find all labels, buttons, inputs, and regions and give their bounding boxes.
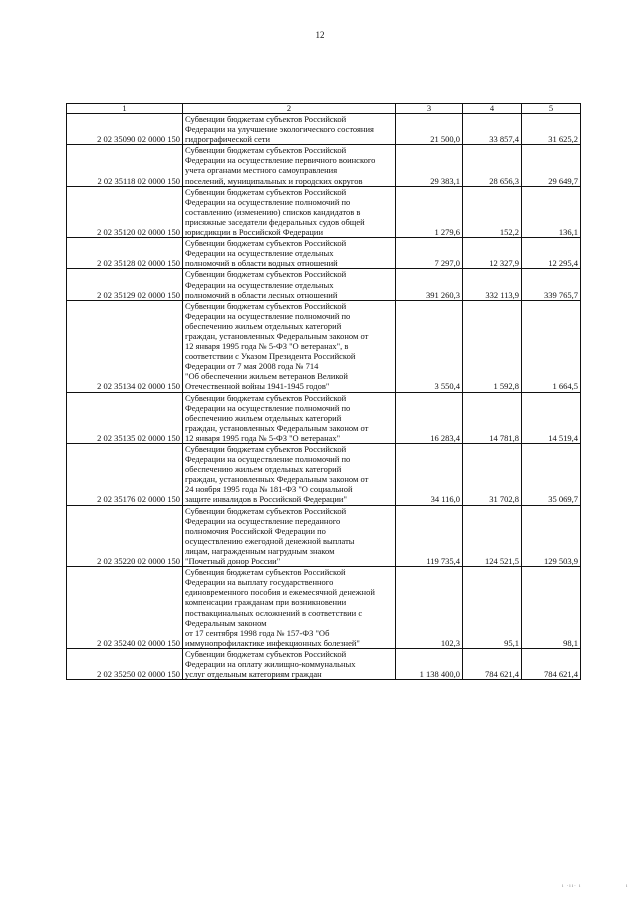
table-row: [67, 145, 581, 186]
description-line: лицам, награжденным нагрудным знаком: [185, 545, 335, 556]
amount-v3: 119 735,4: [396, 505, 463, 567]
description-line: Федерации на осуществление отдельных: [185, 248, 334, 259]
amount-v5: 136,1: [522, 186, 581, 237]
description-line: Субвенции бюджетам субъектов Российской: [185, 444, 347, 454]
budget-code: 2 02 35176 02 0000 150: [67, 444, 183, 506]
table-row: [67, 444, 581, 506]
description-line: Федерации от 7 мая 2008 года № 714: [185, 361, 319, 372]
amount-v3: 1 279,6: [396, 186, 463, 237]
footer-mark-icon: ı ·ıı· ı: [562, 884, 582, 889]
header-col-4: 4: [463, 104, 522, 114]
budget-code: 2 02 35120 02 0000 150: [67, 186, 183, 237]
budget-code: 2 02 35118 02 0000 150: [67, 145, 183, 186]
amount-v4: 124 521,5: [463, 505, 522, 567]
amount-v5: 1 664,5: [522, 300, 581, 392]
header-col-2: 2: [183, 104, 396, 114]
description-line: Федеральным законом: [185, 617, 267, 628]
description-line: Субвенция бюджетам субъектов Российской: [185, 567, 346, 578]
amount-v4: 33 857,4: [463, 114, 522, 145]
description-line: составлению (изменению) списков кандидатов в: [185, 206, 361, 217]
description-line: Отечественной войны 1941-1945 годов": [185, 381, 330, 392]
description-line: Субвенции бюджетам субъектов Российской: [185, 238, 347, 249]
description-line: Субвенции бюджетам субъектов Российской: [185, 505, 347, 516]
subvention-description: [183, 238, 396, 269]
amount-v3: 7 297,0: [396, 238, 463, 269]
description-line: Федерации на осуществление полномочий по: [185, 310, 351, 321]
description-line: иммунопрофилактике инфекционных болезней": [185, 637, 360, 648]
description-line: полномочия Российской Федерации по: [185, 525, 326, 536]
amount-v3: 391 260,3: [396, 269, 463, 300]
description-line: Федерации на выплату государственного: [185, 577, 334, 588]
table-body: [67, 114, 581, 680]
subvention-description: [183, 444, 396, 506]
subvention-description: [183, 114, 396, 145]
description-line: полномочий в области водных отношений: [185, 258, 338, 269]
table-row: [67, 238, 581, 269]
amount-v4: 31 702,8: [463, 444, 522, 506]
description-line: "Об обеспечении жильем ветеранов Великой: [185, 371, 348, 382]
description-line: Федерации на осуществление полномочий по: [185, 402, 351, 413]
description-line: обеспечению жильем отдельных категорий: [185, 320, 342, 331]
amount-v3: 21 500,0: [396, 114, 463, 145]
table-row: [67, 567, 581, 649]
subvention-description: [183, 186, 396, 237]
subvention-description: [183, 300, 396, 392]
budget-code: 2 02 35135 02 0000 150: [67, 392, 183, 443]
budget-table: [66, 103, 581, 680]
description-line: юрисдикции в Российской Федерации: [185, 227, 323, 238]
description-line: Федерации на улучшение экологического состояния: [185, 124, 374, 135]
amount-v4: 12 327,9: [463, 238, 522, 269]
description-line: обеспечению жильем отдельных категорий: [185, 464, 342, 475]
description-line: Федерации на осуществление полномочий по: [185, 196, 351, 207]
amount-v3: 1 138 400,0: [396, 648, 463, 679]
amount-v3: 34 116,0: [396, 444, 463, 506]
amount-v4: 14 781,8: [463, 392, 522, 443]
budget-code: 2 02 35128 02 0000 150: [67, 238, 183, 269]
amount-v4: 95,1: [463, 567, 522, 649]
amount-v5: 31 625,2: [522, 114, 581, 145]
description-line: 12 января 1995 года № 5-ФЗ "О ветеранах": [185, 432, 341, 443]
table-row: [67, 648, 581, 679]
table-row: [67, 505, 581, 567]
description-line: граждан, установленных Федеральным законом от: [185, 330, 369, 341]
subvention-description: [183, 505, 396, 567]
amount-v5: 784 621,4: [522, 648, 581, 679]
subvention-description: [183, 648, 396, 679]
description-line: Субвенции бюджетам субъектов Российской: [185, 392, 347, 403]
amount-v4: 1 592,8: [463, 300, 522, 392]
description-line: от 17 сентября 1998 года № 157-ФЗ "Об: [185, 627, 330, 638]
subvention-description: [183, 269, 396, 300]
subvention-description: [183, 392, 396, 443]
header-col-3: 3: [396, 104, 463, 114]
budget-code: 2 02 35129 02 0000 150: [67, 269, 183, 300]
budget-code: 2 02 35220 02 0000 150: [67, 505, 183, 567]
amount-v5: 129 503,9: [522, 505, 581, 567]
amount-v5: 339 765,7: [522, 269, 581, 300]
description-line: Федерации на оплату жилищно-коммунальных: [185, 658, 356, 669]
amount-v4: 784 621,4: [463, 648, 522, 679]
subvention-description: [183, 145, 396, 186]
description-line: Субвенции бюджетам субъектов Российской: [185, 114, 347, 124]
amount-v5: 98,1: [522, 567, 581, 649]
description-line: поствакцинальных осложнений в соответствии с: [185, 607, 363, 618]
budget-code: 2 02 35240 02 0000 150: [67, 567, 183, 649]
description-line: защите инвалидов в Российской Федерации": [185, 494, 347, 505]
amount-v4: 332 113,9: [463, 269, 522, 300]
description-line: полномочий в области лесных отношений: [185, 289, 338, 300]
description-line: Федерации на осуществление первичного воинского: [185, 155, 376, 166]
footer-dot-icon: ı: [626, 884, 628, 889]
description-line: компенсации гражданам при возникновении: [185, 597, 347, 608]
description-line: 12 января 1995 года № 5-ФЗ "О ветеранах", в: [185, 341, 349, 352]
description-line: Субвенции бюджетам субъектов Российской: [185, 145, 347, 156]
description-line: Субвенции бюджетам субъектов Российской: [185, 648, 347, 659]
description-line: Федерации на осуществление отдельных: [185, 279, 334, 290]
amount-v3: 29 383,1: [396, 145, 463, 186]
subvention-description: [183, 567, 396, 649]
description-line: поселений, муниципальных и городских округов: [185, 175, 363, 186]
budget-code: 2 02 35090 02 0000 150: [67, 114, 183, 145]
amount-v5: 29 649,7: [522, 145, 581, 186]
description-line: соответствии с Указом Президента Российской: [185, 351, 356, 362]
description-line: учета органами местного самоуправления: [185, 165, 338, 176]
table-row: [67, 186, 581, 237]
description-line: Федерации на осуществление переданного: [185, 515, 341, 526]
amount-v3: 16 283,4: [396, 392, 463, 443]
amount-v4: 152,2: [463, 186, 522, 237]
page-number: 12: [315, 30, 325, 40]
amount-v5: 35 069,7: [522, 444, 581, 506]
description-line: осуществлению ежегодной денежной выплаты: [185, 535, 355, 546]
description-line: Субвенции бюджетам субъектов Российской: [185, 186, 347, 197]
description-line: присяжные заседатели федеральных судов общей: [185, 216, 365, 227]
description-line: граждан, установленных Федеральным законом от: [185, 474, 369, 485]
description-line: "Почетный донор России": [185, 556, 281, 567]
description-line: 24 ноября 1995 года № 181-ФЗ "О социальной: [185, 484, 353, 495]
header-row: [67, 104, 581, 114]
table-row: [67, 269, 581, 300]
header-col-5: 5: [522, 104, 581, 114]
description-line: граждан, установленных Федеральным законом от: [185, 422, 369, 433]
table-row: [67, 114, 581, 145]
budget-code: 2 02 35134 02 0000 150: [67, 300, 183, 392]
amount-v3: 3 550,4: [396, 300, 463, 392]
table-row: [67, 300, 581, 392]
amount-v3: 102,3: [396, 567, 463, 649]
description-line: обеспечению жильем отдельных категорий: [185, 412, 342, 423]
amount-v5: 12 295,4: [522, 238, 581, 269]
description-line: гидрографической сети: [185, 134, 270, 145]
description-line: Субвенции бюджетам субъектов Российской: [185, 269, 347, 280]
description-line: единовременного пособия и ежемесячной денежной: [185, 587, 375, 598]
description-line: Субвенции бюджетам субъектов Российской: [185, 300, 347, 311]
amount-v5: 14 519,4: [522, 392, 581, 443]
amount-v4: 28 656,3: [463, 145, 522, 186]
header-col-1: 1: [67, 104, 183, 114]
description-line: Федерации на осуществление полномочий по: [185, 454, 351, 465]
table-row: [67, 392, 581, 443]
description-line: услуг отдельным категориям граждан: [185, 669, 322, 680]
budget-code: 2 02 35250 02 0000 150: [67, 648, 183, 679]
